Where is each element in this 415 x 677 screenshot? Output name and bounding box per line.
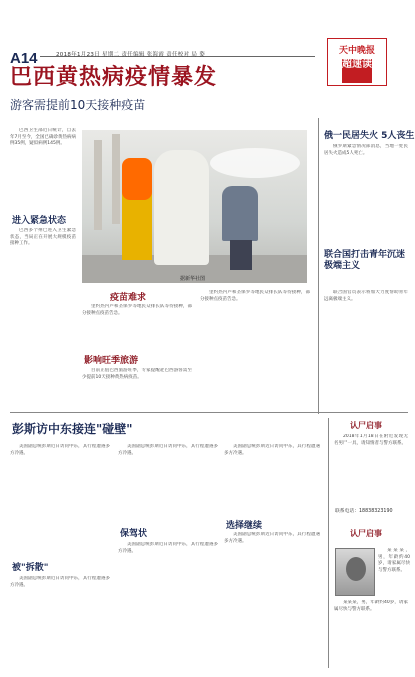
center-body2-text: 目前正值巴西旅游旺季，专家提醒赴巴西游客需至少提前10天接种黄热病疫苗。 (82, 368, 192, 380)
notice2-lower-text: 某某某，男，年龄约40岁，请家属尽快与警方联系。 (334, 600, 408, 612)
bottom-body2-text: 美国副总统彭斯近日访问中东，其行程遭遇多方冷遇。 (118, 444, 218, 456)
photo-caption: 据新华社图 (180, 276, 206, 282)
photo-yellow-barrier (122, 190, 152, 260)
bottom-col2 (118, 444, 218, 524)
section-heading-left: 进入紧急状态 (12, 216, 67, 226)
bottom-subheading3: 选择继续 (226, 521, 263, 531)
photo-spray-mist (210, 148, 300, 178)
photo-pole (112, 134, 120, 224)
bottom-body3-text: 美国副总统彭斯近日访问中东，其行程遭遇多方冷遇。 (224, 444, 320, 456)
notice1-body (334, 434, 408, 504)
logo-text: 天中晚报 (338, 46, 375, 56)
photo-child-legs (230, 240, 252, 270)
bottom-divider (10, 412, 408, 413)
issue-meta: 2018年1月23日 星期二 责任编辑 张海霞 责任校对 局 姿 (56, 52, 206, 58)
missing-person-portrait (335, 548, 375, 596)
photo-child (222, 186, 258, 241)
bottom-col1 (10, 444, 110, 559)
article-center-body (82, 304, 192, 354)
bottom-col1b (10, 576, 110, 671)
right-col-divider (318, 118, 319, 414)
article-left-body (10, 228, 76, 388)
notice1-contact: 联系电话：18838323190 (335, 509, 393, 514)
headline: 巴西黄热病疫情暴发 (10, 65, 218, 90)
article-right-body2 (324, 290, 408, 405)
notice2-heading: 认尸启事 (350, 529, 382, 538)
left-body-text: 巴西多个州已进入卫生紧急状态，当局正在开展大规模疫苗接种工作。 (10, 228, 76, 246)
bottom-col3b (224, 532, 320, 668)
bottom-body-text: 美国副总统彭斯近日访问中东，其行程遭遇多方冷遇。 (10, 444, 110, 456)
article-left-col (10, 128, 76, 218)
right-body-text: 俄罗斯紧急情况部消息，当地一处民居失火造成5人死亡。 (324, 144, 408, 156)
notice1-heading: 认尸启事 (350, 421, 382, 430)
center-body-text: 里约热内卢和圣保罗等地民众排长队等待接种，部分接种点疫苗告急。 (82, 304, 192, 316)
section-heading-right: 俄一民居失火 5人丧生 (324, 131, 415, 141)
speed-read-seal: 超速读 (342, 59, 372, 83)
bottom-col3 (224, 444, 320, 522)
section-heading-center2: 影响旺季旅游 (84, 356, 139, 366)
notice2-body-text: 某某某，男，年龄约40岁，请家属尽快与警方联系。 (378, 548, 410, 573)
portrait-face (346, 557, 366, 581)
photo-sprayer-tank (122, 158, 152, 200)
bottom-body2b-text: 美国副总统彭斯近日访问中东，其行程遭遇多方冷遇。 (118, 542, 218, 554)
center-right-text: 里约热内卢和圣保罗等地民众排长队等待接种，部分接种点疫苗告急。 (200, 290, 310, 302)
bottom-subheading2: 保驾状 (120, 529, 148, 539)
page-number: A14 (10, 50, 38, 67)
notice1-body-text: 2018年1月18日在附近发现无名男尸一具，请知情者与警方联系。 (334, 434, 408, 446)
photo-pole (94, 140, 102, 230)
bottom-col2b (118, 542, 218, 670)
section-heading-right2: 联合国打击青年沉迷极端主义 (324, 250, 406, 271)
subhead: 游客需提前10天接种疫苗 (10, 98, 146, 112)
notice2-body-lower (334, 600, 408, 668)
article-center-body2 (82, 368, 192, 408)
notice2-body (378, 548, 410, 598)
bottom-headline: 彭斯访中东接连"碰壁" (12, 422, 133, 436)
article-left-intro: 巴西卫生部近日统计，自去年7月至今，全国已确诊黄热病病例35例，疑似病例145例。 (10, 128, 76, 146)
news-photo (82, 130, 307, 283)
newspaper-logo (327, 38, 387, 86)
photo-worker (154, 150, 209, 265)
article-center-right (200, 290, 310, 405)
article-right-body (324, 144, 408, 244)
bottom-body1b-text: 美国副总统彭斯近日访问中东，其行程遭遇多方冷遇。 (10, 576, 110, 588)
bottom-subheading1: 被"拆散" (12, 563, 49, 573)
bottom-body3b-text: 美国副总统彭斯近日访问中东，其行程遭遇多方冷遇。 (224, 532, 320, 544)
right-body2-text: 联合国官员表示将加大力度帮助青年远离极端主义。 (324, 290, 408, 302)
section-heading-center: 疫苗难求 (110, 293, 147, 303)
notice-divider (328, 418, 329, 668)
